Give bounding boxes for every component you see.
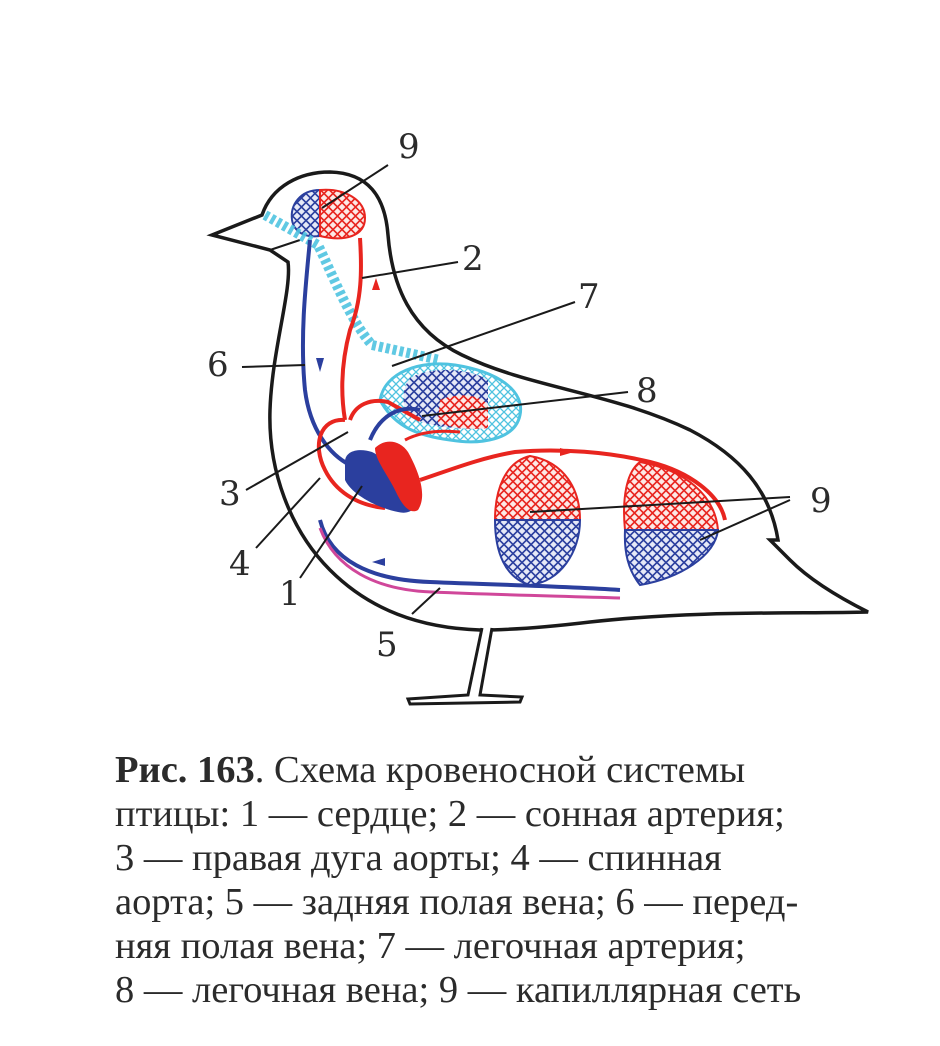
head-capillary-net bbox=[292, 190, 365, 238]
callout-1: 1 bbox=[279, 574, 301, 614]
caption-line: 8 — легочная вена; 9 — капиллярная сеть bbox=[115, 969, 802, 1011]
caption-line: няя полая вена; 7 — легочная артерия; bbox=[115, 925, 746, 967]
callout-4: 4 bbox=[229, 544, 251, 584]
bird-leg bbox=[408, 628, 522, 704]
caption-line: птицы: 1 — сердце; 2 — сонная артерия; bbox=[115, 793, 785, 835]
callout-9-body: 9 bbox=[810, 481, 832, 521]
caption-label: Рис. 163 bbox=[115, 749, 255, 791]
callout-5: 5 bbox=[376, 625, 398, 665]
callout-6: 6 bbox=[207, 345, 229, 385]
callout-2: 2 bbox=[462, 239, 484, 279]
figure-caption bbox=[115, 748, 915, 1012]
caption-line: 3 — правая дуга аорты; 4 — спинная bbox=[115, 837, 722, 879]
caption-line: аорта; 5 — задняя полая вена; 6 — перед- bbox=[115, 881, 799, 923]
callout-9-head: 9 bbox=[398, 127, 420, 167]
callout-3: 3 bbox=[219, 474, 241, 514]
callout-8: 8 bbox=[636, 371, 658, 411]
callout-7: 7 bbox=[578, 277, 600, 317]
caption-line: . Схема кровеносной системы bbox=[254, 749, 746, 791]
